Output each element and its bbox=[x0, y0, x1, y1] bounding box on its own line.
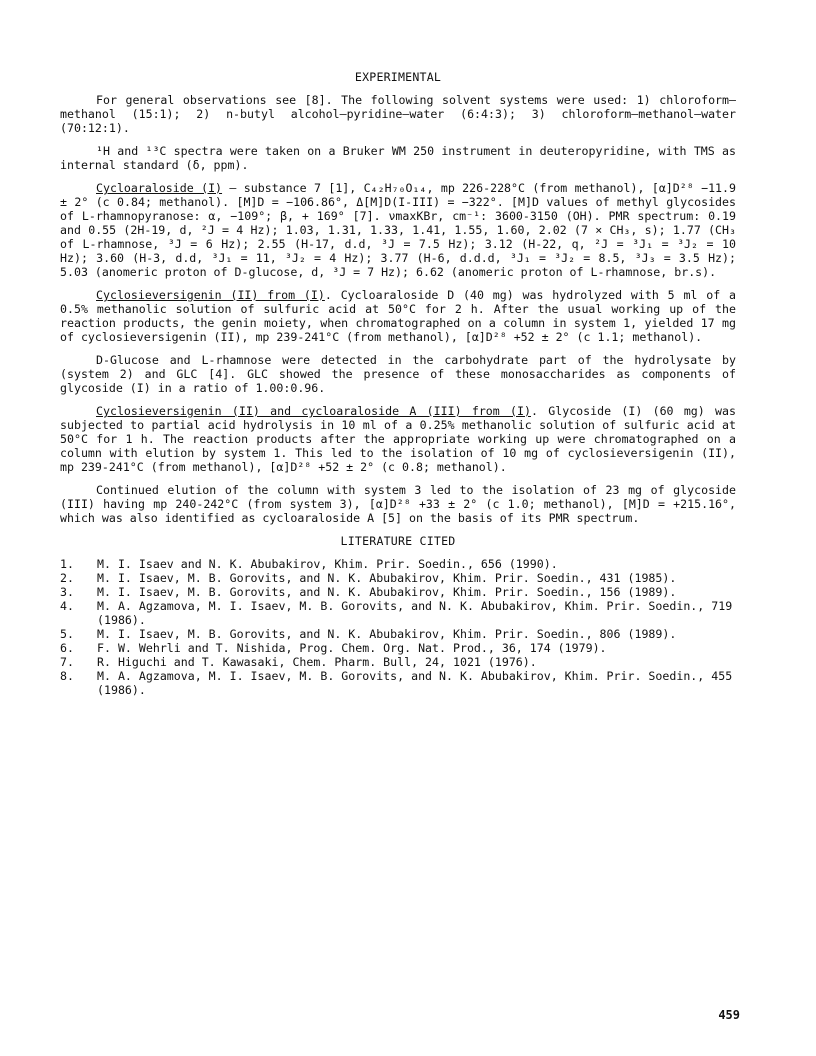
reference-number: 4. bbox=[60, 599, 74, 613]
reference-text: M. I. Isaev, M. B. Gorovits, and N. K. Abubakirov, Khim. Prir. Soedin., 431 (1985). bbox=[97, 571, 677, 585]
paragraph-partial-hydrolysis bbox=[60, 404, 736, 474]
paragraph-text: ¹H and ¹³C spectra were taken on a Bruker WM 250 instrument in deuteropyridine, with TMS as internal standard (δ, ppm). bbox=[60, 144, 736, 172]
reference-text: M. I. Isaev, M. B. Gorovits, and N. K. Abubakirov, Khim. Prir. Soedin., 156 (1989). bbox=[97, 585, 677, 599]
reference-text: M. A. Agzamova, M. I. Isaev, M. B. Gorovits, and N. K. Abubakirov, Khim. Prir. Soedin., 455 (1986). bbox=[97, 669, 733, 697]
reference-item bbox=[60, 599, 736, 627]
experimental-heading: EXPERIMENTAL bbox=[354, 70, 442, 84]
reference-item bbox=[60, 641, 736, 655]
paragraph-hydrolysis-d bbox=[60, 288, 736, 344]
paragraph-sugars bbox=[60, 353, 736, 395]
paragraph-text: For general observations see [8]. The following solvent systems were used: 1) chloroform–methanol (15:1); 2) n-butyl alcohol–pyridine–water (6:4:3); 3) chloroform–methanol–water (70:12:1). bbox=[60, 93, 736, 135]
reference-list bbox=[60, 557, 736, 697]
paragraph-title: Cycloaraloside (I) bbox=[96, 181, 223, 195]
paragraph-solvent-systems bbox=[60, 93, 736, 135]
reference-item bbox=[60, 571, 736, 585]
reference-number: 5. bbox=[60, 627, 74, 641]
reference-number: 2. bbox=[60, 571, 74, 585]
reference-item bbox=[60, 669, 736, 697]
article-body bbox=[60, 70, 736, 697]
reference-number: 8. bbox=[60, 669, 74, 683]
reference-text: M. I. Isaev and N. K. Abubakirov, Khim. Prir. Soedin., 656 (1990). bbox=[97, 557, 558, 571]
paragraph-continued-elution bbox=[60, 483, 736, 525]
reference-number: 7. bbox=[60, 655, 74, 669]
reference-text: R. Higuchi and T. Kawasaki, Chem. Pharm. Bull, 24, 1021 (1976). bbox=[97, 655, 537, 669]
paragraph-title: Cyclosieversigenin (II) and cycloaraloside A (III) from (I) bbox=[96, 404, 531, 418]
reference-item bbox=[60, 627, 736, 641]
reference-text: M. I. Isaev, M. B. Gorovits, and N. K. Abubakirov, Khim. Prir. Soedin., 806 (1989). bbox=[97, 627, 677, 641]
literature-heading: LITERATURE CITED bbox=[340, 534, 456, 548]
paragraph-text: Continued elution of the column with system 3 led to the isolation of 23 mg of glycoside (III) having mp 240-242°C (from system 3), [α]D²⁸ +33 ± 2° (c 1.0; methanol), [M]D = +215.16°, which was also identified as cycloaraloside A [5] on the basis of its PMR spectrum. bbox=[60, 483, 736, 525]
paragraph-text: . Glycoside (I) (60 mg) was subjected to partial acid hydrolysis in 10 ml of a 0.25% methanolic solution of sulfuric acid at 50°C for 1 h. The reaction products after the appropriate working up were chromatographed on a column with elution by system 1. This led to the isolation of 10 mg of cyclosieversigenin (II), mp 239-241°C (from methanol), [α]D²⁸ +52 ± 2° (c 0.8; methanol). bbox=[60, 404, 736, 474]
reference-number: 6. bbox=[60, 641, 74, 655]
paragraph-text: D-Glucose and L-rhamnose were detected in the carbohydrate part of the hydrolysate by (system 2) and GLC [4]. GLC showed the presence of these monosaccharides as components of glycoside (I) in a ratio of 1.00:0.96. bbox=[60, 353, 736, 395]
page-number: 459 bbox=[718, 1008, 740, 1022]
reference-text: F. W. Wehrli and T. Nishida, Prog. Chem. Org. Nat. Prod., 36, 174 (1979). bbox=[97, 641, 607, 655]
reference-text: M. A. Agzamova, M. I. Isaev, M. B. Gorovits, and N. K. Abubakirov, Khim. Prir. Soedin., 719 (1986). bbox=[97, 599, 733, 627]
reference-number: 3. bbox=[60, 585, 74, 599]
paragraph-text: . Cycloaraloside D (40 mg) was hydrolyzed with 5 ml of a 0.5% methanolic solution of sulfuric acid at 50°C for 2 h. After the usual working up of the reaction products, the genin moiety, when chromatographed on a column in system 1, yielded 17 mg of cyclosieversigenin (II), mp 239-241°C (from methanol), [α]D²⁸ +52 ± 2° (c 1.1; methanol). bbox=[60, 288, 736, 344]
paragraph-title: Cyclosieversigenin (II) from (I) bbox=[96, 288, 325, 302]
paragraph-cycloaraloside bbox=[60, 181, 736, 279]
reference-item bbox=[60, 557, 736, 571]
paragraph-text: – substance 7 [1], C₄₂H₇₀O₁₄, mp 226-228°C (from methanol), [α]D²⁸ −11.9 ± 2° (c 0.84; methanol). [M]D = −106.86°, Δ[M]D(I-III) = −322°. [M]D values of methyl glycosides of L-rhamnopyranose: α, −109°; β, + 169° [7]. νmaxKBr, cm⁻¹: 3600-3150 (OH). PMR spectrum: 0.19 and 0.55 (2H-19, d, ²J = 4 Hz); 1.03, 1.31, 1.33, 1.41, 1.55, 1.60, 2.02 (7 × CH₃, s); 1.77 (CH₃ of L-rhamnose, ³J = 6 Hz); 2.55 (H-17, d.d, ³J = 7.5 Hz); 3.12 (H-22, q, ²J = ³J₁ = ³J₂ = 10 Hz); 3.60 (H-3, d.d, ³J₁ = 11, ³J₂ = 4 Hz); 3.77 (H-6, d.d.d, ³J₁ = ³J₂ = 8.5, ³J₃ = 3.5 Hz); 5.03 (anomeric proton of D-glucose, d, ³J = 7 Hz); 6.62 (anomeric proton of L-rhamnose, br.s). bbox=[60, 181, 737, 279]
reference-number: 1. bbox=[60, 557, 74, 571]
paragraph-nmr-conditions bbox=[60, 144, 736, 172]
reference-item bbox=[60, 585, 736, 599]
reference-item bbox=[60, 655, 736, 669]
